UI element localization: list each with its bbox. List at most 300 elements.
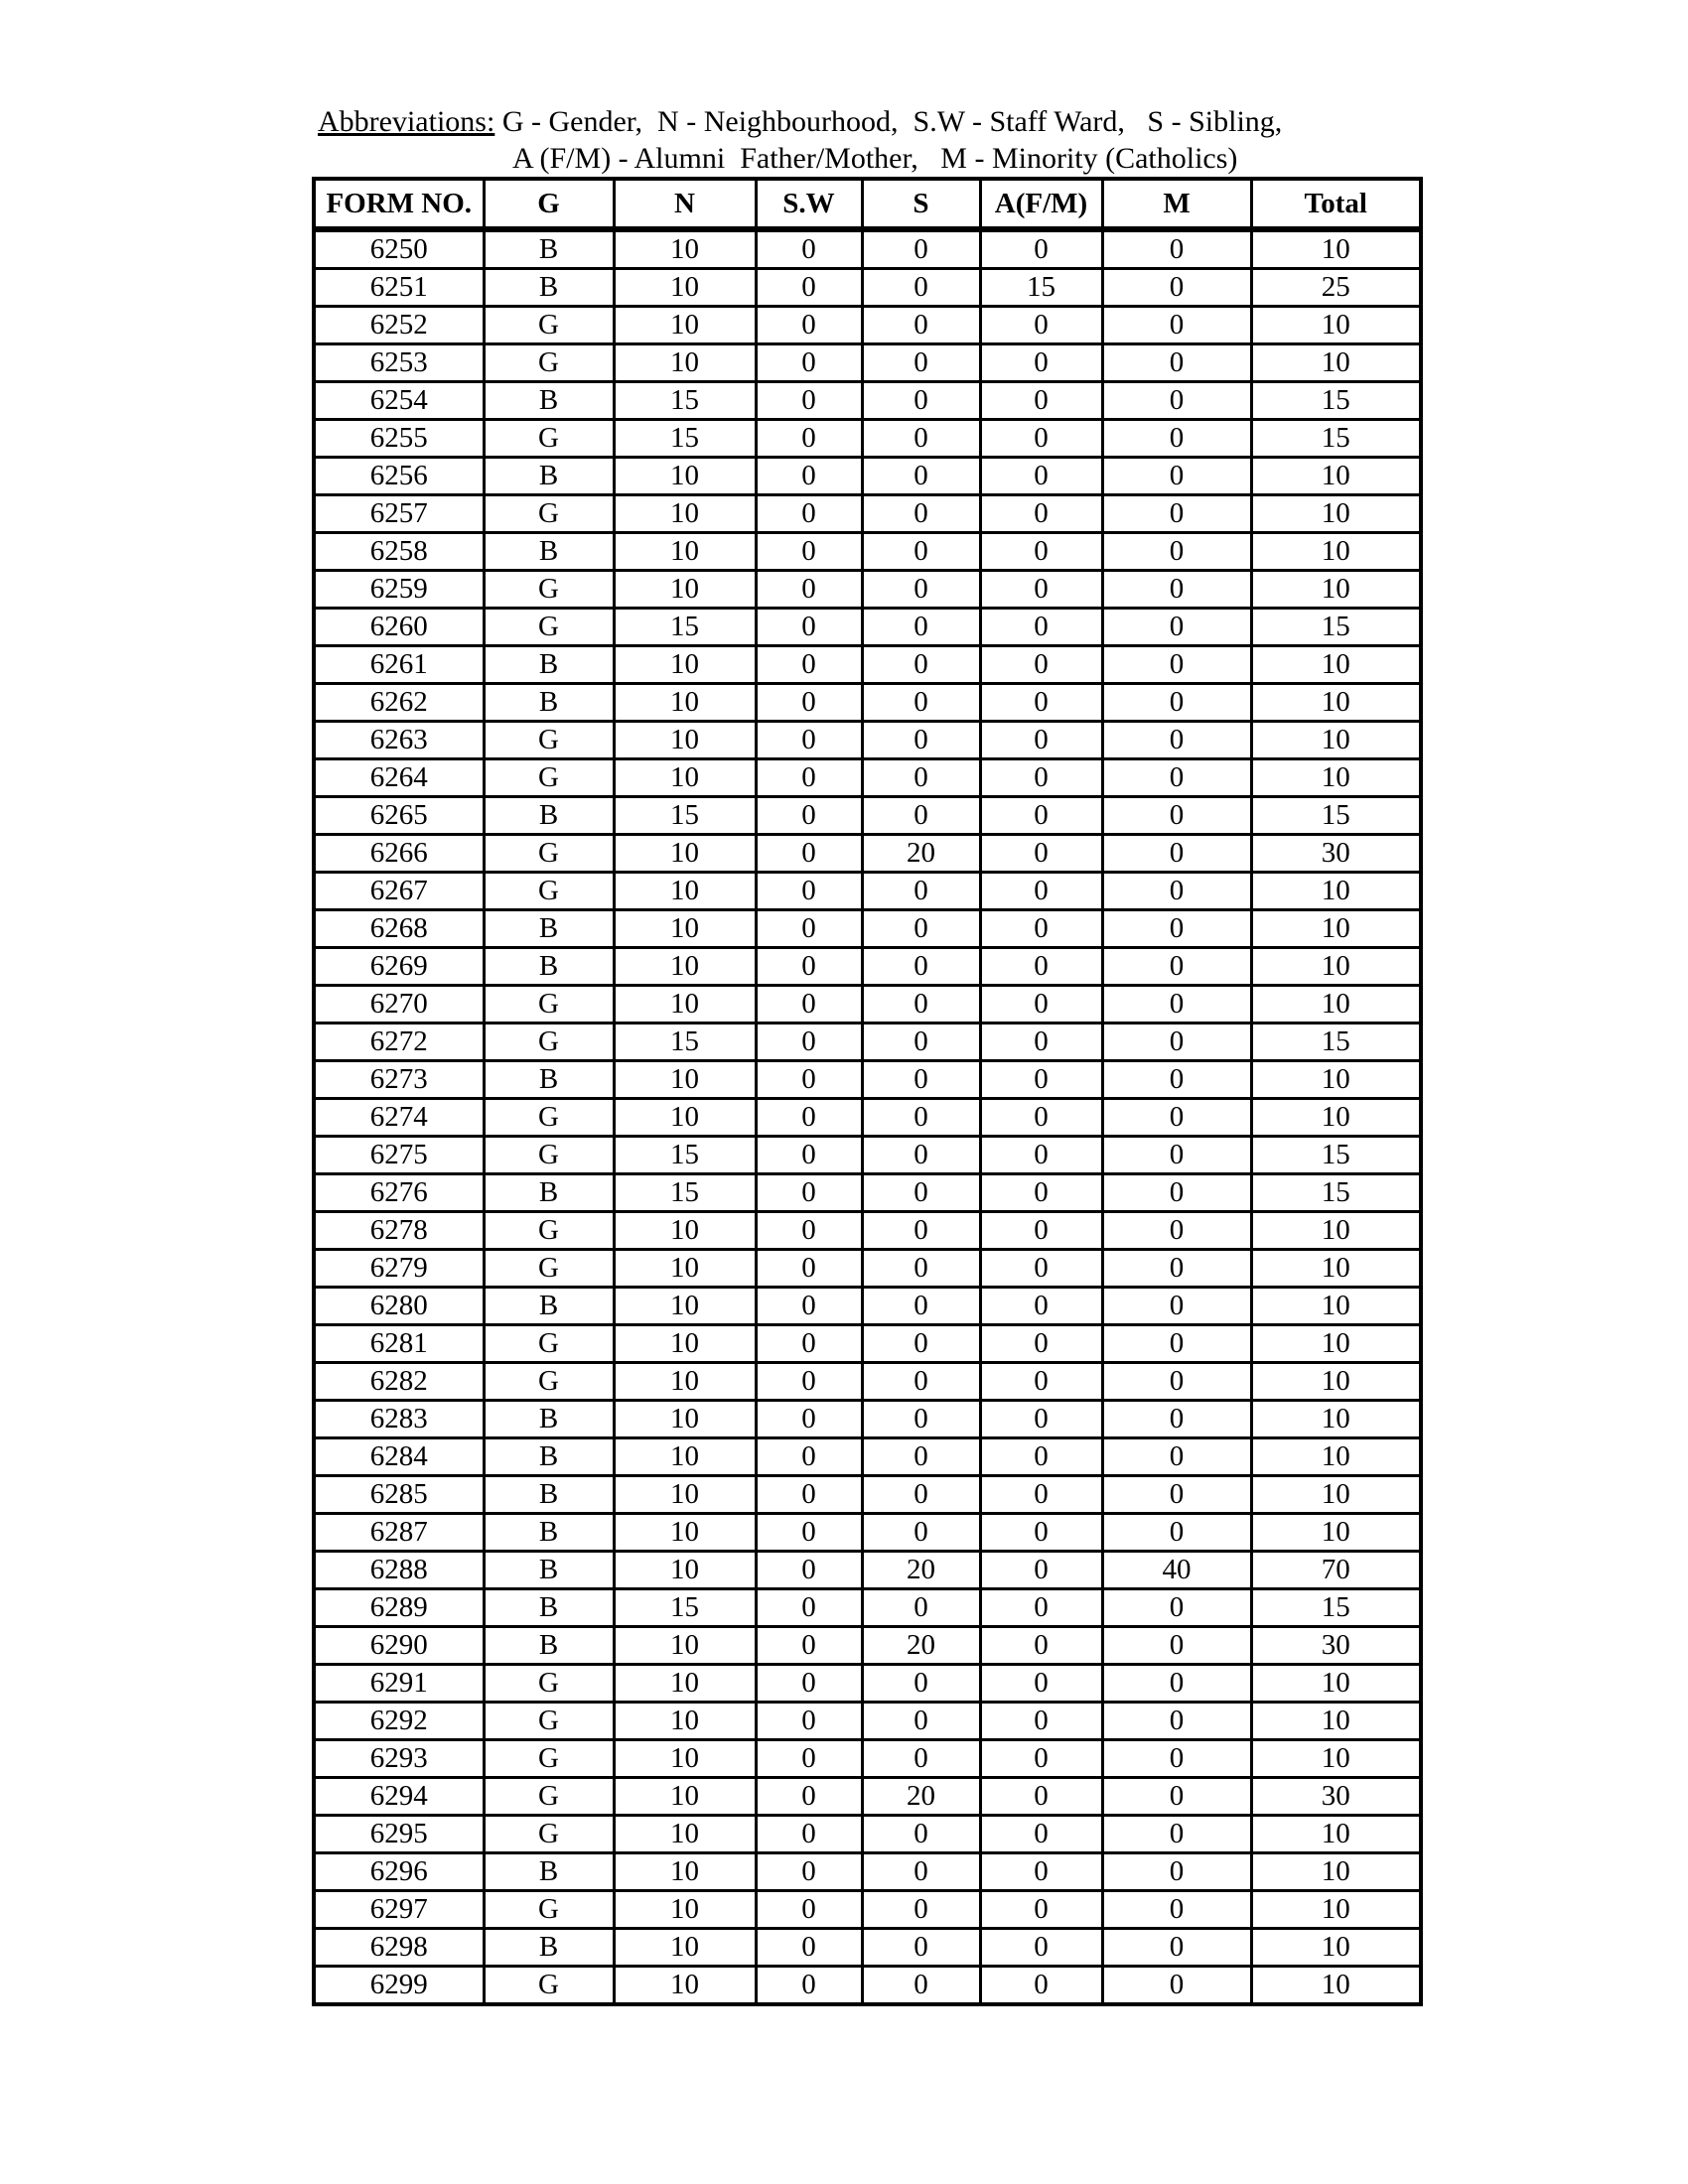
header-gender: G [484, 179, 614, 229]
cell-staff-ward: 0 [756, 1099, 862, 1137]
cell-total: 30 [1251, 1778, 1421, 1816]
table-row [314, 1853, 1421, 1891]
cell-sibling: 0 [862, 1703, 980, 1740]
cell-form-no: 6265 [314, 797, 484, 835]
table-row [314, 420, 1421, 458]
cell-staff-ward: 0 [756, 344, 862, 382]
cell-sibling: 0 [862, 344, 980, 382]
table-row [314, 873, 1421, 910]
table-row [314, 344, 1421, 382]
cell-neighbourhood: 15 [614, 382, 756, 420]
cell-minority: 0 [1102, 495, 1251, 533]
cell-neighbourhood: 10 [614, 1288, 756, 1325]
cell-sibling: 0 [862, 684, 980, 722]
cell-staff-ward: 0 [756, 873, 862, 910]
cell-neighbourhood: 15 [614, 797, 756, 835]
cell-sibling: 0 [862, 533, 980, 571]
cell-gender: B [484, 646, 614, 684]
cell-neighbourhood: 10 [614, 1816, 756, 1853]
cell-neighbourhood: 10 [614, 1627, 756, 1665]
cell-gender: B [484, 948, 614, 986]
cell-neighbourhood: 10 [614, 1665, 756, 1703]
cell-staff-ward: 0 [756, 1967, 862, 2005]
cell-sibling: 0 [862, 986, 980, 1024]
cell-minority: 0 [1102, 1099, 1251, 1137]
cell-neighbourhood: 15 [614, 1174, 756, 1212]
table-row [314, 307, 1421, 344]
cell-form-no: 6269 [314, 948, 484, 986]
cell-total: 15 [1251, 382, 1421, 420]
cell-minority: 0 [1102, 1288, 1251, 1325]
cell-alumni: 0 [980, 1891, 1102, 1929]
cell-form-no: 6282 [314, 1363, 484, 1401]
cell-form-no: 6272 [314, 1024, 484, 1061]
cell-alumni: 0 [980, 1514, 1102, 1552]
table-row [314, 1363, 1421, 1401]
cell-alumni: 0 [980, 722, 1102, 759]
cell-minority: 0 [1102, 1476, 1251, 1514]
cell-staff-ward: 0 [756, 646, 862, 684]
table-row [314, 646, 1421, 684]
cell-minority: 0 [1102, 307, 1251, 344]
cell-sibling: 0 [862, 1250, 980, 1288]
cell-form-no: 6266 [314, 835, 484, 873]
cell-total: 10 [1251, 495, 1421, 533]
cell-staff-ward: 0 [756, 948, 862, 986]
cell-gender: G [484, 344, 614, 382]
cell-alumni: 0 [980, 1024, 1102, 1061]
cell-gender: G [484, 986, 614, 1024]
table-row [314, 1627, 1421, 1665]
cell-staff-ward: 0 [756, 1665, 862, 1703]
cell-neighbourhood: 10 [614, 1514, 756, 1552]
cell-gender: B [484, 797, 614, 835]
table-row [314, 948, 1421, 986]
table-row [314, 910, 1421, 948]
cell-alumni: 0 [980, 1552, 1102, 1589]
cell-minority: 0 [1102, 986, 1251, 1024]
cell-gender: G [484, 495, 614, 533]
cell-total: 10 [1251, 1929, 1421, 1967]
cell-form-no: 6284 [314, 1438, 484, 1476]
cell-alumni: 0 [980, 495, 1102, 533]
cell-form-no: 6262 [314, 684, 484, 722]
cell-neighbourhood: 10 [614, 759, 756, 797]
cell-neighbourhood: 10 [614, 269, 756, 307]
table-row [314, 835, 1421, 873]
header-staff-ward: S.W [756, 179, 862, 229]
cell-neighbourhood: 10 [614, 1061, 756, 1099]
cell-form-no: 6283 [314, 1401, 484, 1438]
cell-neighbourhood: 10 [614, 1363, 756, 1401]
cell-neighbourhood: 10 [614, 458, 756, 495]
cell-alumni: 0 [980, 1778, 1102, 1816]
cell-staff-ward: 0 [756, 1778, 862, 1816]
table-row [314, 1816, 1421, 1853]
cell-sibling: 0 [862, 1438, 980, 1476]
cell-staff-ward: 0 [756, 1212, 862, 1250]
table-row [314, 1401, 1421, 1438]
table-row [314, 1325, 1421, 1363]
cell-alumni: 0 [980, 420, 1102, 458]
cell-gender: G [484, 1099, 614, 1137]
cell-minority: 0 [1102, 1061, 1251, 1099]
cell-sibling: 0 [862, 1099, 980, 1137]
table-row [314, 1061, 1421, 1099]
cell-sibling: 0 [862, 269, 980, 307]
table-row [314, 1137, 1421, 1174]
cell-form-no: 6285 [314, 1476, 484, 1514]
cell-gender: G [484, 571, 614, 609]
cell-gender: B [484, 1552, 614, 1589]
cell-minority: 0 [1102, 1325, 1251, 1363]
cell-gender: B [484, 1061, 614, 1099]
cell-sibling: 0 [862, 1589, 980, 1627]
cell-neighbourhood: 10 [614, 1325, 756, 1363]
cell-minority: 0 [1102, 458, 1251, 495]
cell-gender: G [484, 722, 614, 759]
cell-neighbourhood: 10 [614, 1401, 756, 1438]
cell-neighbourhood: 10 [614, 1853, 756, 1891]
cell-staff-ward: 0 [756, 797, 862, 835]
cell-form-no: 6293 [314, 1740, 484, 1778]
table-row [314, 1174, 1421, 1212]
cell-sibling: 0 [862, 1137, 980, 1174]
cell-total: 15 [1251, 1174, 1421, 1212]
cell-total: 25 [1251, 269, 1421, 307]
cell-gender: G [484, 1778, 614, 1816]
cell-staff-ward: 0 [756, 420, 862, 458]
cell-sibling: 20 [862, 1552, 980, 1589]
cell-sibling: 0 [862, 571, 980, 609]
cell-alumni: 0 [980, 1137, 1102, 1174]
cell-neighbourhood: 10 [614, 910, 756, 948]
cell-staff-ward: 0 [756, 458, 862, 495]
cell-sibling: 0 [862, 1740, 980, 1778]
cell-form-no: 6299 [314, 1967, 484, 2005]
cell-minority: 0 [1102, 1589, 1251, 1627]
cell-gender: G [484, 420, 614, 458]
cell-total: 30 [1251, 1627, 1421, 1665]
table-row [314, 1552, 1421, 1589]
cell-neighbourhood: 10 [614, 1250, 756, 1288]
cell-sibling: 0 [862, 1363, 980, 1401]
cell-sibling: 0 [862, 1288, 980, 1325]
cell-sibling: 0 [862, 1476, 980, 1514]
cell-alumni: 0 [980, 1212, 1102, 1250]
admission-points-table [312, 177, 1423, 2006]
cell-neighbourhood: 10 [614, 1703, 756, 1740]
table-row [314, 382, 1421, 420]
cell-minority: 0 [1102, 1853, 1251, 1891]
cell-total: 70 [1251, 1552, 1421, 1589]
cell-gender: B [484, 533, 614, 571]
abbreviations-legend [318, 103, 1410, 177]
cell-form-no: 6281 [314, 1325, 484, 1363]
cell-alumni: 0 [980, 1476, 1102, 1514]
cell-staff-ward: 0 [756, 722, 862, 759]
cell-minority: 0 [1102, 646, 1251, 684]
cell-total: 10 [1251, 1476, 1421, 1514]
cell-gender: G [484, 1816, 614, 1853]
cell-neighbourhood: 10 [614, 229, 756, 269]
cell-neighbourhood: 15 [614, 1024, 756, 1061]
cell-alumni: 0 [980, 797, 1102, 835]
cell-sibling: 0 [862, 307, 980, 344]
cell-form-no: 6297 [314, 1891, 484, 1929]
cell-total: 10 [1251, 722, 1421, 759]
cell-minority: 0 [1102, 684, 1251, 722]
cell-minority: 0 [1102, 420, 1251, 458]
table-row [314, 1476, 1421, 1514]
cell-total: 10 [1251, 307, 1421, 344]
cell-sibling: 0 [862, 1816, 980, 1853]
table-row [314, 722, 1421, 759]
cell-total: 15 [1251, 1137, 1421, 1174]
cell-staff-ward: 0 [756, 1061, 862, 1099]
cell-total: 10 [1251, 948, 1421, 986]
table-row [314, 1438, 1421, 1476]
cell-minority: 0 [1102, 1212, 1251, 1250]
cell-total: 10 [1251, 533, 1421, 571]
cell-alumni: 0 [980, 382, 1102, 420]
cell-gender: B [484, 1853, 614, 1891]
cell-total: 10 [1251, 1665, 1421, 1703]
table-row [314, 684, 1421, 722]
cell-gender: G [484, 1212, 614, 1250]
cell-form-no: 6258 [314, 533, 484, 571]
table-row [314, 609, 1421, 646]
cell-minority: 0 [1102, 873, 1251, 910]
cell-sibling: 0 [862, 382, 980, 420]
table-row [314, 1514, 1421, 1552]
table-row [314, 1589, 1421, 1627]
cell-gender: G [484, 1363, 614, 1401]
cell-staff-ward: 0 [756, 1401, 862, 1438]
cell-minority: 0 [1102, 382, 1251, 420]
cell-form-no: 6290 [314, 1627, 484, 1665]
cell-form-no: 6260 [314, 609, 484, 646]
cell-staff-ward: 0 [756, 1363, 862, 1401]
cell-total: 10 [1251, 759, 1421, 797]
cell-neighbourhood: 15 [614, 1589, 756, 1627]
cell-staff-ward: 0 [756, 986, 862, 1024]
cell-staff-ward: 0 [756, 1929, 862, 1967]
cell-gender: G [484, 1703, 614, 1740]
cell-sibling: 0 [862, 759, 980, 797]
cell-staff-ward: 0 [756, 1325, 862, 1363]
header-total: Total [1251, 179, 1421, 229]
cell-minority: 0 [1102, 1740, 1251, 1778]
cell-staff-ward: 0 [756, 1137, 862, 1174]
cell-minority: 0 [1102, 533, 1251, 571]
cell-minority: 0 [1102, 1665, 1251, 1703]
table-row [314, 986, 1421, 1024]
cell-total: 10 [1251, 646, 1421, 684]
cell-staff-ward: 0 [756, 1589, 862, 1627]
cell-sibling: 0 [862, 646, 980, 684]
cell-form-no: 6257 [314, 495, 484, 533]
cell-total: 10 [1251, 1363, 1421, 1401]
cell-sibling: 20 [862, 1778, 980, 1816]
table-row [314, 458, 1421, 495]
header-sibling: S [862, 179, 980, 229]
cell-total: 15 [1251, 609, 1421, 646]
cell-alumni: 0 [980, 1816, 1102, 1853]
cell-form-no: 6274 [314, 1099, 484, 1137]
cell-sibling: 0 [862, 1024, 980, 1061]
header-neighbourhood: N [614, 179, 756, 229]
table-body [314, 229, 1421, 2004]
cell-minority: 0 [1102, 609, 1251, 646]
cell-gender: B [484, 684, 614, 722]
abbreviations-line-1-text: G - Gender, N - Neighbourhood, S.W - Staff Ward, S - Sibling, [494, 105, 1283, 138]
cell-neighbourhood: 10 [614, 1967, 756, 2005]
header-minority: M [1102, 179, 1251, 229]
cell-neighbourhood: 10 [614, 873, 756, 910]
cell-staff-ward: 0 [756, 1853, 862, 1891]
cell-sibling: 0 [862, 873, 980, 910]
cell-staff-ward: 0 [756, 1627, 862, 1665]
cell-form-no: 6298 [314, 1929, 484, 1967]
table-row [314, 1740, 1421, 1778]
cell-minority: 0 [1102, 722, 1251, 759]
cell-form-no: 6250 [314, 229, 484, 269]
cell-staff-ward: 0 [756, 759, 862, 797]
cell-alumni: 0 [980, 1703, 1102, 1740]
cell-minority: 0 [1102, 1137, 1251, 1174]
cell-gender: G [484, 835, 614, 873]
cell-total: 10 [1251, 1514, 1421, 1552]
cell-sibling: 0 [862, 1325, 980, 1363]
cell-neighbourhood: 10 [614, 948, 756, 986]
cell-total: 15 [1251, 1589, 1421, 1627]
cell-gender: B [484, 1929, 614, 1967]
cell-sibling: 0 [862, 495, 980, 533]
cell-neighbourhood: 10 [614, 495, 756, 533]
cell-sibling: 0 [862, 1061, 980, 1099]
cell-minority: 0 [1102, 797, 1251, 835]
cell-gender: B [484, 269, 614, 307]
cell-gender: G [484, 1967, 614, 2005]
cell-form-no: 6287 [314, 1514, 484, 1552]
cell-neighbourhood: 10 [614, 571, 756, 609]
cell-form-no: 6295 [314, 1816, 484, 1853]
cell-sibling: 0 [862, 1212, 980, 1250]
cell-neighbourhood: 10 [614, 1099, 756, 1137]
cell-total: 15 [1251, 797, 1421, 835]
cell-alumni: 0 [980, 307, 1102, 344]
cell-alumni: 0 [980, 1401, 1102, 1438]
cell-gender: G [484, 873, 614, 910]
cell-alumni: 0 [980, 1250, 1102, 1288]
cell-alumni: 0 [980, 344, 1102, 382]
cell-total: 10 [1251, 458, 1421, 495]
cell-gender: G [484, 609, 614, 646]
cell-total: 10 [1251, 1288, 1421, 1325]
table-row [314, 533, 1421, 571]
cell-minority: 0 [1102, 344, 1251, 382]
table-row [314, 1703, 1421, 1740]
cell-neighbourhood: 10 [614, 1891, 756, 1929]
cell-alumni: 15 [980, 269, 1102, 307]
cell-minority: 0 [1102, 835, 1251, 873]
cell-neighbourhood: 10 [614, 722, 756, 759]
cell-total: 10 [1251, 1853, 1421, 1891]
cell-staff-ward: 0 [756, 1174, 862, 1212]
cell-total: 10 [1251, 1212, 1421, 1250]
cell-minority: 0 [1102, 1891, 1251, 1929]
cell-minority: 0 [1102, 1627, 1251, 1665]
cell-form-no: 6280 [314, 1288, 484, 1325]
cell-neighbourhood: 10 [614, 1552, 756, 1589]
table-row [314, 759, 1421, 797]
cell-form-no: 6270 [314, 986, 484, 1024]
cell-gender: B [484, 1476, 614, 1514]
cell-staff-ward: 0 [756, 684, 862, 722]
cell-minority: 0 [1102, 1778, 1251, 1816]
cell-staff-ward: 0 [756, 495, 862, 533]
cell-sibling: 20 [862, 835, 980, 873]
cell-alumni: 0 [980, 1589, 1102, 1627]
cell-minority: 0 [1102, 1929, 1251, 1967]
cell-total: 10 [1251, 571, 1421, 609]
abbreviations-line-1 [318, 103, 1410, 140]
cell-total: 10 [1251, 1438, 1421, 1476]
cell-neighbourhood: 10 [614, 1438, 756, 1476]
cell-neighbourhood: 10 [614, 684, 756, 722]
cell-sibling: 0 [862, 609, 980, 646]
cell-gender: G [484, 1325, 614, 1363]
cell-alumni: 0 [980, 1099, 1102, 1137]
cell-alumni: 0 [980, 1967, 1102, 2005]
cell-gender: G [484, 1024, 614, 1061]
cell-form-no: 6294 [314, 1778, 484, 1816]
cell-total: 10 [1251, 1740, 1421, 1778]
cell-sibling: 0 [862, 1891, 980, 1929]
cell-minority: 0 [1102, 1024, 1251, 1061]
table-row [314, 1024, 1421, 1061]
cell-form-no: 6256 [314, 458, 484, 495]
cell-gender: B [484, 1514, 614, 1552]
cell-gender: B [484, 382, 614, 420]
cell-total: 10 [1251, 1891, 1421, 1929]
cell-sibling: 0 [862, 1174, 980, 1212]
cell-gender: G [484, 1891, 614, 1929]
cell-staff-ward: 0 [756, 533, 862, 571]
table-row [314, 1288, 1421, 1325]
cell-sibling: 0 [862, 458, 980, 495]
cell-staff-ward: 0 [756, 307, 862, 344]
cell-form-no: 6261 [314, 646, 484, 684]
cell-neighbourhood: 10 [614, 1929, 756, 1967]
table-header-row [314, 179, 1421, 229]
cell-alumni: 0 [980, 1740, 1102, 1778]
cell-form-no: 6251 [314, 269, 484, 307]
cell-total: 10 [1251, 910, 1421, 948]
cell-staff-ward: 0 [756, 1514, 862, 1552]
cell-neighbourhood: 10 [614, 1740, 756, 1778]
cell-total: 10 [1251, 1061, 1421, 1099]
cell-neighbourhood: 10 [614, 533, 756, 571]
cell-staff-ward: 0 [756, 1250, 862, 1288]
cell-total: 10 [1251, 344, 1421, 382]
cell-total: 30 [1251, 835, 1421, 873]
abbreviations-heading: Abbreviations: [318, 105, 495, 138]
cell-staff-ward: 0 [756, 609, 862, 646]
cell-sibling: 0 [862, 1401, 980, 1438]
table-row [314, 1778, 1421, 1816]
